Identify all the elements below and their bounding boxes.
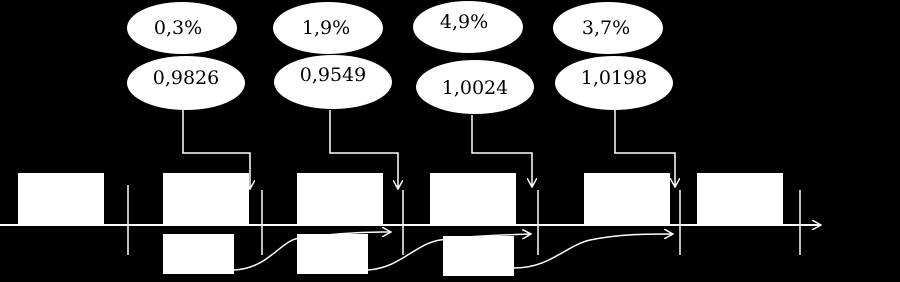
ratio-label: 0,9549	[299, 64, 367, 86]
period-box	[18, 173, 104, 224]
period-box	[584, 173, 670, 224]
lower-box	[297, 234, 368, 274]
period-box	[297, 173, 383, 224]
lower-box	[163, 234, 234, 274]
percent-label: 0,3%	[153, 17, 203, 39]
period-box	[163, 173, 249, 224]
ratio-label: 1,0198	[580, 67, 648, 89]
percent-label: 3,7%	[581, 17, 631, 39]
ratio-label: 0,9826	[152, 67, 220, 89]
percent-label: 1,9%	[301, 17, 351, 39]
period-box	[697, 173, 783, 224]
lower-box	[443, 236, 514, 276]
ratio-label: 1,0024	[441, 77, 509, 99]
period-box	[430, 173, 516, 224]
percent-label: 4,9%	[439, 11, 489, 33]
